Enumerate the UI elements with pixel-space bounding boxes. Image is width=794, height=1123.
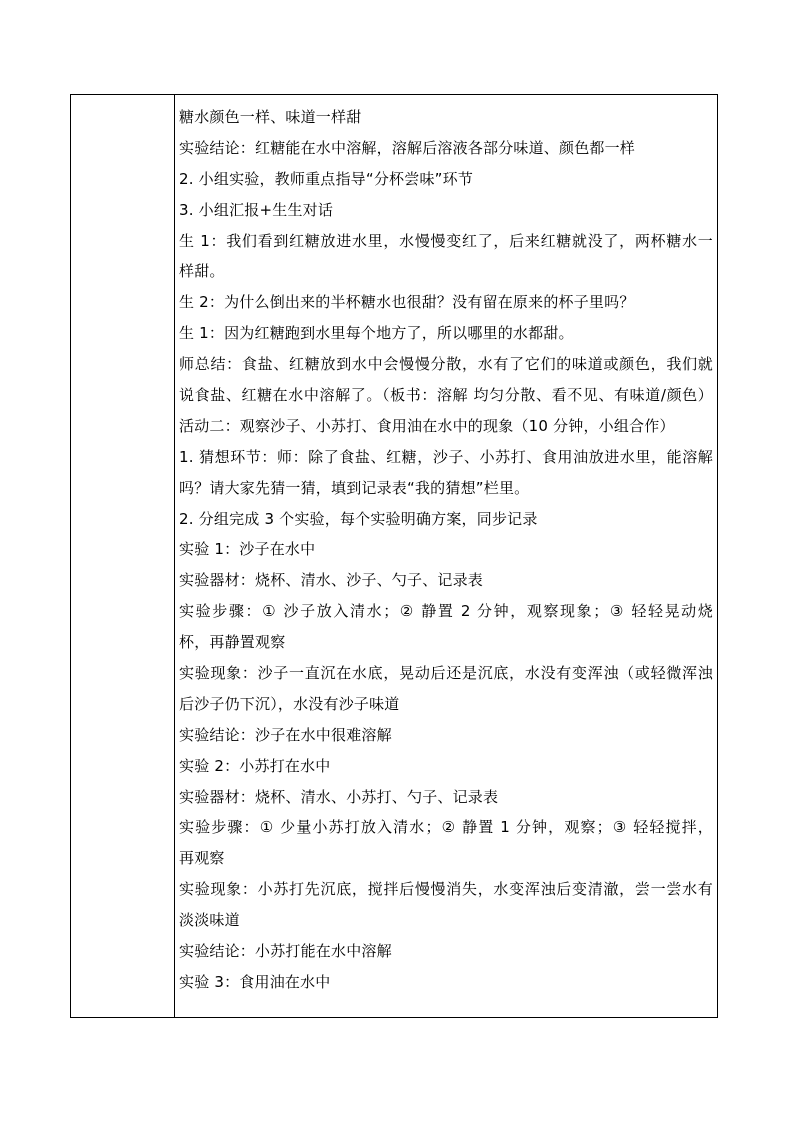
- text-line: 再观察: [179, 849, 225, 868]
- left-column-cell: [71, 95, 175, 1017]
- text-line: 淡淡味道: [179, 911, 240, 930]
- text-line: 3. 小组汇报+生生对话: [179, 200, 334, 219]
- text-line: 实验器材：烧杯、清水、小苏打、勺子、记录表: [179, 787, 499, 806]
- text-line: 实验现象：沙子一直沉在水底，晃动后还是沉底，水没有变浑浊（或轻微浑浊: [179, 664, 713, 683]
- text-line: 实验 1：沙子在水中: [179, 540, 316, 559]
- text-line: 糖水颜色一样、味道一样甜: [179, 108, 362, 126]
- text-line: 实验结论：沙子在水中很难溶解: [179, 725, 392, 744]
- text-line: 实验现象：小苏打先沉底，搅拌后慢慢消失，水变浑浊后变清澈，尝一尝水有: [179, 880, 713, 899]
- text-line: 活动二：观察沙子、小苏打、食用油在水中的现象（10 分钟，小组合作）: [179, 416, 675, 435]
- lesson-content-cell: [175, 95, 717, 1017]
- text-line: 实验 2：小苏打在水中: [179, 756, 331, 775]
- text-line: 1. 猜想环节：师：除了食盐、红糖，沙子、小苏打、食用油放进水里，能溶解: [179, 447, 713, 466]
- text-line: 实验结论：小苏打能在水中溶解: [179, 942, 392, 961]
- text-line: 杯，再静置观察: [179, 633, 286, 652]
- text-line: 说食盐、红糖在水中溶解了。（板书：溶解 均匀分散、看不见、有味道/颜色）: [179, 386, 713, 405]
- text-line: 2. 分组完成 3 个实验，每个实验明确方案，同步记录: [179, 509, 538, 528]
- text-line: 实验步骤：① 少量小苏打放入清水；② 静置 1 分钟，观察；③ 轻轻搅拌，: [179, 818, 713, 837]
- text-line: 后沙子仍下沉），水没有沙子味道: [179, 694, 400, 713]
- text-line: 实验步骤：① 沙子放入清水；② 静置 2 分钟，观察现象；③ 轻轻晃动烧: [179, 602, 713, 621]
- text-line: 生 1：因为红糖跑到水里每个地方了，所以哪里的水都甜。: [179, 324, 574, 343]
- text-line: 吗？请大家先猜一猜，填到记录表“我的猜想”栏里。: [179, 478, 530, 497]
- text-line: 实验器材：烧杯、清水、沙子、勺子、记录表: [179, 571, 484, 590]
- lesson-table: [70, 94, 718, 1018]
- text-line: 生 2：为什么倒出来的半杯糖水也很甜？没有留在原来的杯子里吗？: [179, 293, 635, 312]
- text-line: 生 1：我们看到红糖放进水里，水慢慢变红了，后来红糖就没了，两杯糖水一: [179, 231, 713, 250]
- text-line: 实验 3：食用油在水中: [179, 972, 331, 991]
- text-line: 师总结：食盐、红糖放到水中会慢慢分散，水有了它们的味道或颜色，我们就: [179, 355, 713, 374]
- text-line: 2. 小组实验，教师重点指导“分杯尝味”环节: [179, 169, 474, 188]
- text-line: 实验结论：红糖能在水中溶解，溶解后溶液各部分味道、颜色都一样: [179, 138, 636, 157]
- text-line: 样甜。: [179, 262, 225, 281]
